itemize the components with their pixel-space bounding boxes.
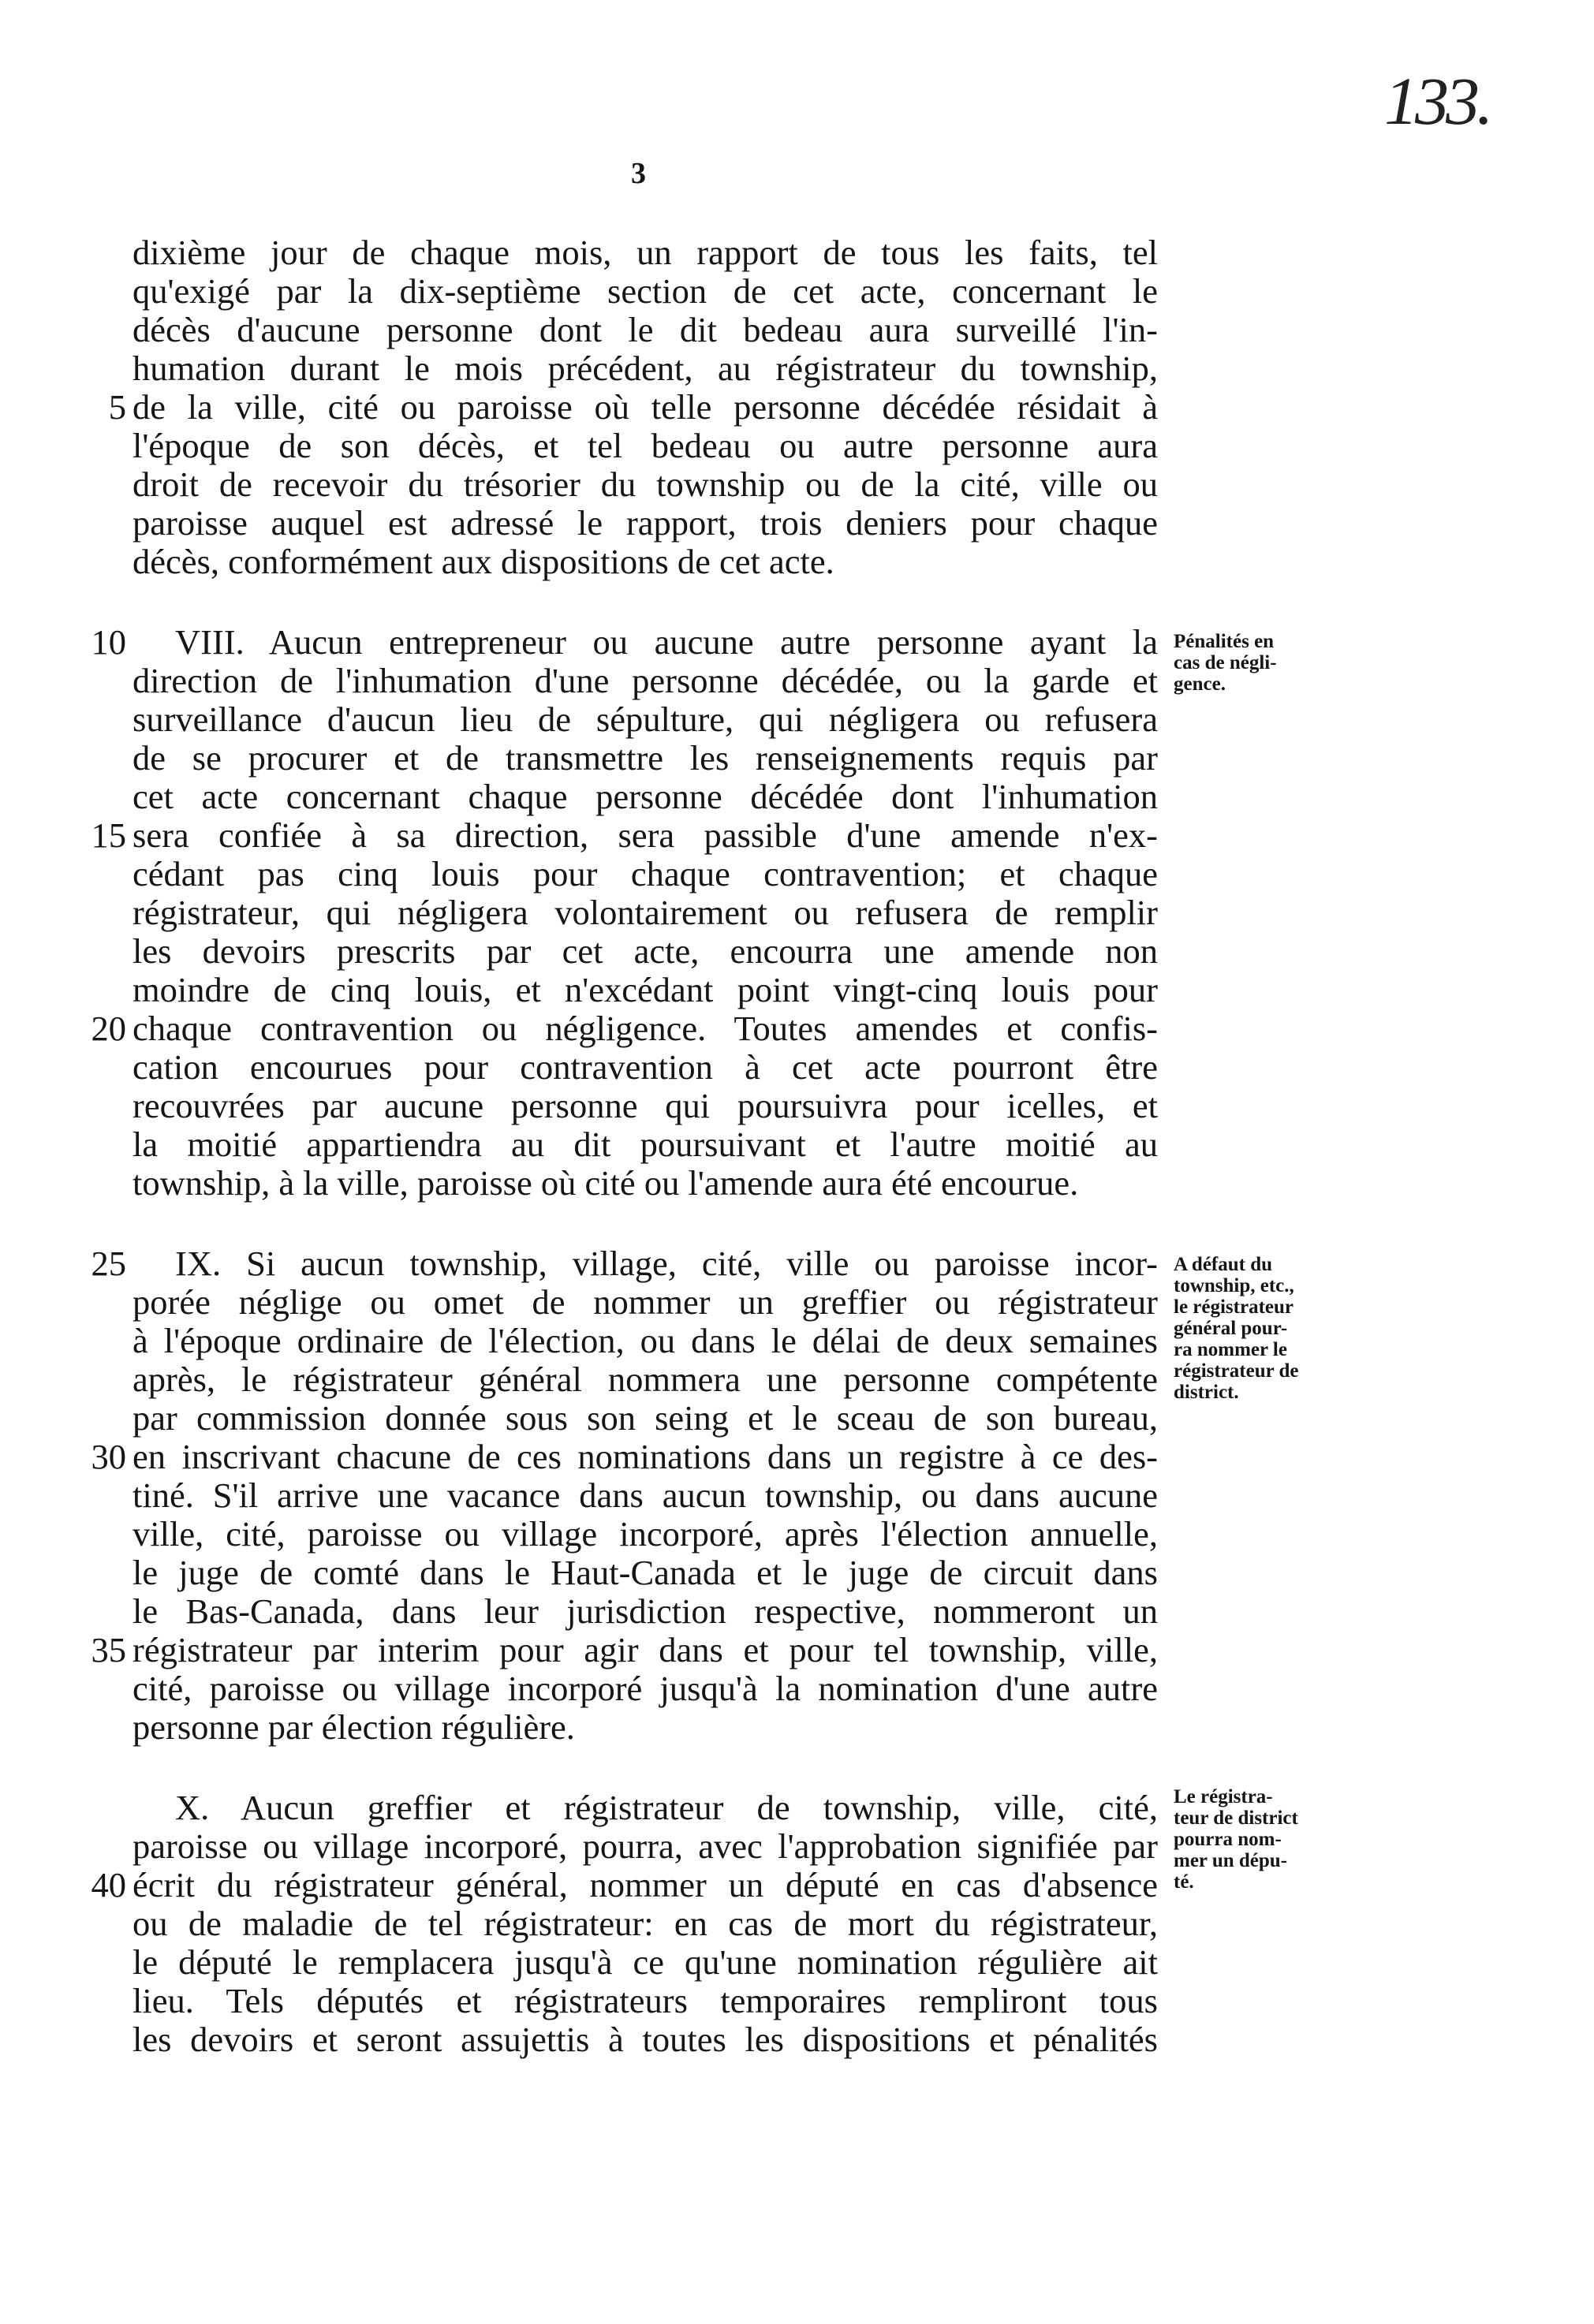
text-line: décès, conformément aux dispositions de cet acte. — [133, 542, 834, 581]
text-line: régistrateur par interim pour agir dans et pour tel township, ville, — [133, 1630, 1158, 1669]
text-line: paroisse ou village incorporé, pourra, avec l'approbation signifiée par — [133, 1826, 1158, 1866]
text-line: qu'exigé par la dix-septième section de cet acte, concernant le — [133, 271, 1158, 311]
text-line: le député le remplacera jusqu'à ce qu'une nomination régulière ait — [133, 1942, 1158, 1982]
text-line: cation encourues pour contravention à cet acte pourront être — [133, 1047, 1158, 1087]
text-line: après, le régistrateur général nommera une personne compétente — [133, 1360, 1158, 1399]
text-line: sera confiée à sa direction, sera passible d'une amende n'ex- — [133, 815, 1158, 855]
folio-number: 133. — [1384, 63, 1491, 139]
text-line: X. Aucun greffier et régistrateur de township, ville, cité, — [175, 1788, 1158, 1827]
line-number: 5 — [108, 387, 126, 427]
text-line: la moitié appartiendra au dit poursuivant et l'autre moitié au — [133, 1125, 1158, 1164]
text-line: direction de l'inhumation d'une personne décédée, ou la garde et — [133, 661, 1158, 700]
text-line: de la ville, cité ou paroisse où telle personne décédée résidait à — [133, 387, 1158, 427]
margin-note-line: mer un dépu- — [1174, 1850, 1288, 1871]
line-number: 40 — [91, 1865, 126, 1904]
text-line: régistrateur, qui négligera volontairement ou refusera de remplir — [133, 893, 1158, 932]
margin-note-line: régistrateur de — [1174, 1360, 1299, 1382]
text-line: ville, cité, paroisse ou village incorporé, après l'élection annuelle, — [133, 1514, 1158, 1554]
line-number: 20 — [91, 1009, 126, 1048]
text-line: paroisse auquel est adressé le rapport, trois deniers pour chaque — [133, 503, 1158, 543]
text-line: VIII. Aucun entrepreneur ou aucune autre personne ayant la — [175, 622, 1158, 662]
text-line: cédant pas cinq louis pour chaque contravention; et chaque — [133, 854, 1158, 893]
margin-note-line: gence. — [1174, 673, 1226, 695]
margin-note-line: cas de négli- — [1174, 652, 1277, 673]
margin-note-penalties — [1174, 631, 1347, 695]
margin-note-line: Pénalités en — [1174, 631, 1275, 652]
text-line: décès d'aucune personne dont le dit bedeau aura surveillé l'in- — [133, 310, 1158, 349]
text-line: par commission donnée sous son seing et le sceau de son bureau, — [133, 1398, 1158, 1438]
text-line: lieu. Tels députés et régistrateurs temporaires rempliront tous — [133, 1981, 1158, 2020]
text-line: dixième jour de chaque mois, un rapport de tous les faits, tel — [133, 233, 1158, 272]
text-line: droit de recevoir du trésorier du township ou de la cité, ville ou — [133, 464, 1158, 504]
text-line: cité, paroisse ou village incorporé jusqu'à la nomination d'une autre — [133, 1669, 1158, 1708]
text-line: IX. Si aucun township, village, cité, ville ou paroisse incor- — [175, 1244, 1158, 1283]
text-line: recouvrées par aucune personne qui poursuivra pour icelles, et — [133, 1086, 1158, 1125]
page-number: 3 — [631, 157, 646, 190]
text-line: personne par élection régulière. — [133, 1707, 575, 1747]
text-line: tiné. S'il arrive une vacance dans aucun township, ou dans aucune — [133, 1475, 1158, 1515]
text-line: en inscrivant chacune de ces nominations dans un registre à ce des- — [133, 1437, 1158, 1476]
line-number: 10 — [91, 622, 126, 662]
line-number: 15 — [91, 815, 126, 855]
margin-note-line: township, etc., — [1174, 1275, 1294, 1296]
margin-note-default-registrar — [1174, 1254, 1347, 1403]
text-line: township, à la ville, paroisse où cité ou l'amende aura été encourue. — [133, 1163, 1079, 1203]
text-line: les devoirs et seront assujettis à toutes les dispositions et pénalités — [133, 2020, 1158, 2059]
margin-note-line: ra nommer le — [1174, 1339, 1287, 1360]
text-line: cet acte concernant chaque personne décédée dont l'inhumation — [133, 777, 1158, 816]
text-line: porée néglige ou omet de nommer un greffier ou régistrateur — [133, 1282, 1158, 1322]
text-line: l'époque de son décès, et tel bedeau ou autre personne aura — [133, 426, 1158, 465]
margin-note-deputy — [1174, 1786, 1347, 1893]
text-line: les devoirs prescrits par cet acte, encourra une amende non — [133, 931, 1158, 971]
text-line: le Bas-Canada, dans leur jurisdiction respective, nommeront un — [133, 1591, 1158, 1631]
text-line: moindre de cinq louis, et n'excédant point vingt-cinq louis pour — [133, 970, 1158, 1009]
text-line: ou de maladie de tel régistrateur: en cas de mort du régistrateur, — [133, 1904, 1158, 1943]
margin-note-line: té. — [1174, 1871, 1194, 1893]
margin-note-line: Le régistra- — [1174, 1786, 1273, 1807]
text-line: de se procurer et de transmettre les renseignements requis par — [133, 738, 1158, 778]
margin-note-line: district. — [1174, 1382, 1239, 1403]
text-line: le juge de comté dans le Haut-Canada et le juge de circuit dans — [133, 1553, 1158, 1592]
text-line: à l'époque ordinaire de l'élection, ou dans le délai de deux semaines — [133, 1321, 1158, 1360]
margin-note-line: teur de district — [1174, 1807, 1298, 1829]
text-line: humation durant le mois précédent, au régistrateur du township, — [133, 349, 1158, 388]
line-number: 25 — [91, 1244, 126, 1283]
text-line: chaque contravention ou négligence. Toutes amendes et confis- — [133, 1009, 1158, 1048]
line-number: 30 — [91, 1437, 126, 1476]
text-line: écrit du régistrateur général, nommer un député en cas d'absence — [133, 1865, 1158, 1904]
margin-note-line: le régistrateur — [1174, 1296, 1294, 1318]
margin-note-line: A défaut du — [1174, 1254, 1273, 1275]
text-line: surveillance d'aucun lieu de sépulture, qui négligera ou refusera — [133, 699, 1158, 739]
margin-note-line: général pour- — [1174, 1318, 1288, 1339]
margin-note-line: pourra nom- — [1174, 1829, 1282, 1850]
line-number: 35 — [91, 1630, 126, 1669]
